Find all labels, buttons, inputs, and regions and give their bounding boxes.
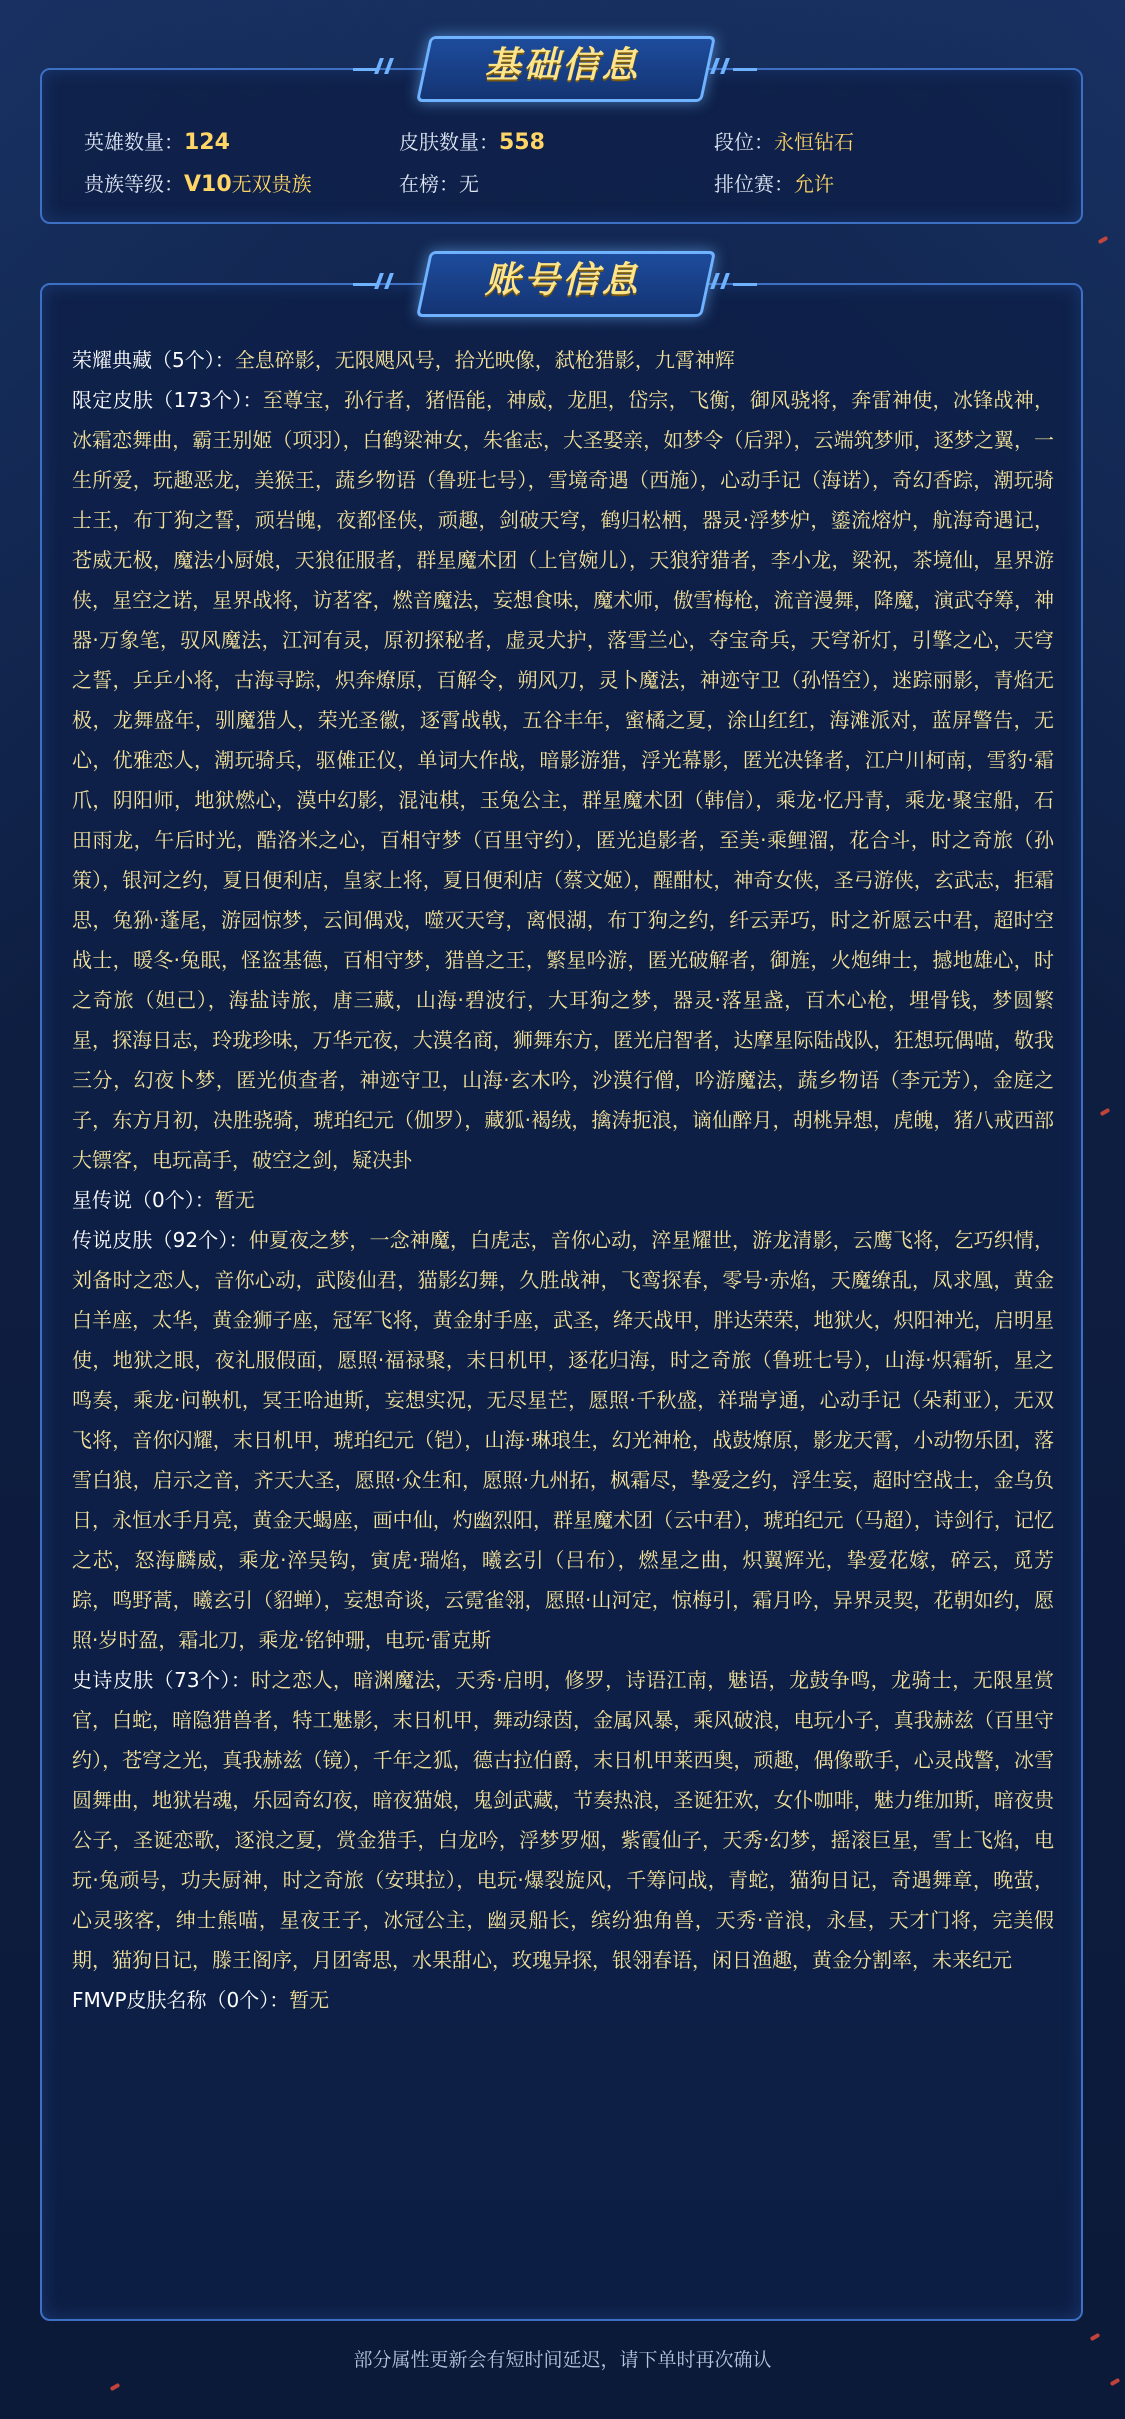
header-deco-right [713,273,773,289]
star-legend-section [72,1180,1054,1220]
skins-count-value: 558 [499,130,545,155]
basic-info-grid [84,128,1044,198]
legend-skins-section [72,1220,1054,1660]
heroes-count-value: 124 [184,130,230,155]
basic-info-title: 基础信息 [484,45,641,86]
account-info-header [353,251,773,313]
fmvp-skins-section [72,1980,1054,2020]
decor-spark [110,2383,121,2391]
account-info-title: 账号信息 [484,260,641,301]
noble-level-text: 无双贵族 [231,172,312,196]
leaderboard-value: 无 [459,172,479,196]
legend-skins-list: 仲夏夜之梦，一念神魔，白虎志，音你心动，淬星耀世，游龙清影，云鹰飞将，乞巧织情，刘备时之恋人，音你心动，武陵仙君，猫影幻舞，久胜战神，飞鸾探春，零号·赤焰，天魔缭乱，凤求凰，黄金白羊座，太华，黄金狮子座，冠军飞将，黄金射手座，武圣，绛天战甲，胖达荣荣，地狱火，炽阳神光，启明星使，地狱之眼，夜礼服假面，愿照·福禄聚，末日机甲，逐花归海，时之奇旅（鲁班七号），山海·炽霜斩，星之鸣奏，乘龙·问鞅机，冥王哈迪斯，妄想实况，无尽星芒，愿照·千秋盛，祥瑞亨通，心动手记（朵莉亚），无双飞将，音你闪耀，末日机甲，琥珀纪元（铠），山海·琳琅生，幻光神枪，战鼓燎原，影龙天霄，小动物乐团，落雪白狼，启示之音，齐天大圣，愿照·众生和，愿照·九州拓，枫霜尽，挚爱之约，浮生妄，超时空战士，金乌负日，永恒水手月亮，黄金天蝎座，画中仙，灼幽烈阳，群星魔术团（云中君），琥珀纪元（马超），诗剑行，记忆之芯，怒海麟威，乘龙·淬吴钩，寅虎·瑞焰，曦玄引（吕布），燃星之曲，炽翼辉光，挚爱花嫁，碎云，觅芳踪，鸣野蒿，曦玄引（貂蝉），妄想奇谈，云霓雀翎，愿照·山河定，惊梅引，霜月吟，异界灵契，花朝如约，愿照·岁时盈，霜北刀，乘龙·铭钟珊，电玩·雷克斯 [72,1228,1055,1652]
noble-level [84,170,399,198]
fmvp-skins-list: 暂无 [289,1988,330,2012]
header-deco-left [353,273,413,289]
limited-skins-label: 限定皮肤（173个）： [72,388,263,412]
footer-note: 部分属性更新会有短时间延迟，请下单时再次确认 [353,2349,772,2371]
account-details [72,340,1054,2020]
limited-skins-section [72,380,1054,1180]
leaderboard-label: 在榜： [399,172,459,196]
epic-skins-list: 时之恋人，暗渊魔法，天秀·启明，修罗，诗语江南，魅语，龙鼓争鸣，龙骑士，无限星赏官，白蛇，暗隐猎兽者，特工魅影，末日机甲，舞动绿茵，金属风暴，乘风破浪，电玩小子，真我赫兹（百里守约），苍穹之光，真我赫兹（镜），千年之狐，德古拉伯爵，末日机甲莱西奥，顽趣，偶像歌手，心灵战警，冰雪圆舞曲，地狱岩魂，乐园奇幻夜，暗夜猫娘，鬼剑武藏，节奏热浪，圣诞狂欢，女仆咖啡，魅力维加斯，暗夜贵公子，圣诞恋歌，逐浪之夏，赏金猎手，白龙吟，浮梦罗烟，紫霞仙子，天秀·幻梦，摇滚巨星，雪上飞焰，电玩·兔顽号，功夫厨神，时之奇旅（安琪拉），电玩·爆裂旋风，千筹问战，青蛇，猫狗日记，奇遇舞章，晚萤，心灵骇客，绅士熊喵，星夜王子，冰冠公主，幽灵船长，缤纷独角兽，天秀·音浪，永昼，天才门将，完美假期，猫狗日记，滕王阁序，月团寄思，水果甜心，玫瑰异探，银翎春语，闲日渔趣，黄金分割率，未来纪元 [72,1668,1054,1972]
legend-skins-label: 传说皮肤（92个）： [72,1228,249,1252]
skins-count-label: 皮肤数量： [399,130,499,154]
ranked-match-label: 排位赛： [714,172,794,196]
header-deco-left [353,58,413,74]
star-legend-label: 星传说（0个）： [72,1188,215,1212]
noble-level-label: 贵族等级： [84,172,184,196]
limited-skins-list: 至尊宝，孙行者，猪悟能，神威，龙胆，岱宗，飞衡，御风骁将，奔雷神使，冰锋战神，冰霜恋舞曲，霸王别姬（项羽），白鹤梁神女，朱雀志，大圣娶亲，如梦令（后羿），云端筑梦师，逐梦之翼，一生所爱，玩趣恶龙，美猴王，蔬乡物语（鲁班七号），雪境奇遇（西施），心动手记（海诺），奇幻香踪，潮玩骑士王，布丁狗之誓，顽岩魄，夜都怪侠，顽趣，剑破天穹，鹤归松栖，器灵·浮梦炉，鎏流熔炉，航海奇遇记，苍威无极，魔法小厨娘，天狼征服者，群星魔术团（上官婉儿），天狼狩猎者，李小龙，梁祝，茶境仙，星界游侠，星空之诺，星界战将，访茗客，燃音魔法，妄想食味，魔术师，傲雪梅枪，流音漫舞，降魔，演武夺筹，神器·万象笔，驭风魔法，江河有灵，原初探秘者，虚灵犬护，落雪兰心，夺宝奇兵，天穹祈灯，引擎之心，天穹之誓，乒乒小将，古海寻踪，炽奔燎原，百解令，朔风刀，灵卜魔法，神迹守卫（孙悟空），迷踪丽影，青焰无极，龙舞盛年，驯魔猎人，荣光圣徽，逐霄战戟，五谷丰年，蜜橘之夏，涂山红红，海滩派对，蓝屏警告，无心，优雅恋人，潮玩骑兵，驱傩正仪，单词大作战，暗影游猎，浮光幕影，匿光决锋者，江户川柯南，雪豹·霜爪，阴阳师，地狱燃心，漠中幻影，混沌棋，玉兔公主，群星魔术团（韩信），乘龙·忆丹青，乘龙·聚宝船，石田雨龙，午后时光，酷洛米之心，百相守梦（百里守约），匿光追影者，至美·乘鲤溜，花合斗，时之奇旅（孙策），银河之约，夏日便利店，皇家上将，夏日便利店（蔡文姬），醒酣杖，神奇女侠，圣弓游侠，玄武志，拒霜思，兔狲·蓬尾，游园惊梦，云间偶戏，噬灭天穹，离恨湖，布丁狗之约，纤云弄巧，时之祈愿云中君，超时空战士，暖冬·兔眠，怪盗基德，百相守梦，猎兽之王，繁星吟游，匿光破解者，御旌，火炮绅士，撼地雄心，时之奇旅（妲己），海盐诗旅，唐三藏，山海·碧波行，大耳狗之梦，器灵·落星盏，百木心枪，埋骨钱，梦圆繁星，探海日志，玲珑珍味，万华元夜，大漠名商，狮舞东方，匿光启智者，达摩星际陆战队，狂想玩偶喵，敬我三分，幻夜卜梦，匿光侦查者，神迹守卫，山海·玄木吟，沙漠行僧，吟游魔法，蔬乡物语（李元芳），金庭之子，东方月初，决胜骁骑，琥珀纪元（伽罗），藏狐·褐绒，擒涛扼浪，谪仙醉月，胡桃异想，虎魄，猪八戒西部大镖客，电玩高手，破空之剑，疑决卦 [72,388,1054,1172]
glory-collection-section [72,340,1054,380]
glory-collection-list: 全息碎影，无限飓风号，拾光映像，弑枪猎影，九霄神辉 [234,348,735,372]
epic-skins-section [72,1660,1054,1980]
heroes-count-label: 英雄数量： [84,130,184,154]
basic-info-header [353,36,773,98]
noble-level-number: V10 [184,172,232,197]
decor-spark [1110,2378,1121,2386]
ranked-match [714,170,1029,198]
leaderboard [399,170,714,198]
rank-label: 段位： [714,130,774,154]
skins-count [399,128,714,156]
rank [714,128,1029,156]
rank-value: 永恒钻石 [774,130,854,154]
decor-spark [1090,2333,1101,2341]
heroes-count [84,128,399,156]
ranked-match-value: 允许 [794,172,834,196]
decor-spark [1100,1108,1111,1116]
header-deco-right [713,58,773,74]
decor-spark [1098,236,1109,244]
glory-collection-label: 荣耀典藏（5个）： [72,348,235,372]
epic-skins-label: 史诗皮肤（73个）： [72,1668,252,1692]
fmvp-skins-label: FMVP皮肤名称（0个）： [72,1988,290,2012]
star-legend-list: 暂无 [214,1188,255,1212]
